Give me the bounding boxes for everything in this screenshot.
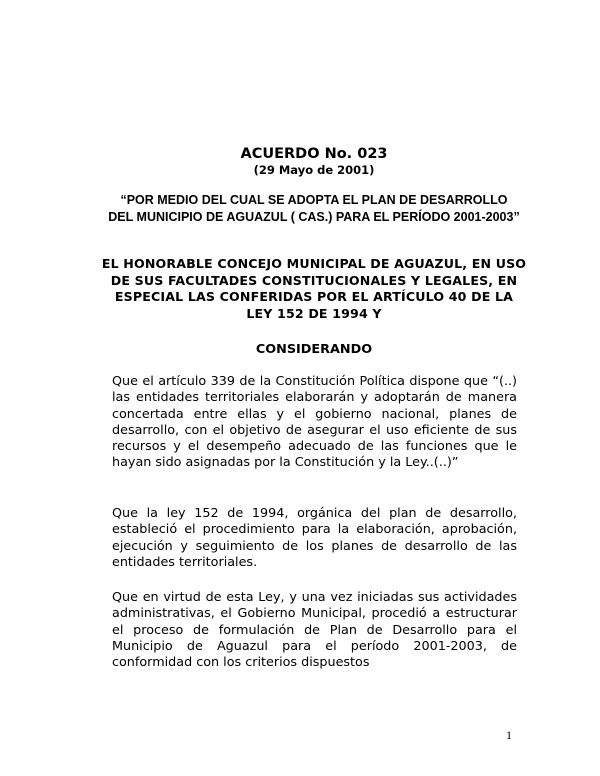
- body-paragraph-1: Que el artículo 339 de la Constitución Política dispone que “(..) las entidades territoriales elaborarán y adoptarán de manera concertada entre ellas y el gobierno nacional, planes de desarrollo, con el objetivo de asegurar el uso eficiente de sus recursos y el desempeño adecuado de las funciones que le hayan sido asignadas por la Constitución y la Ley..(..)”: [112, 374, 517, 471]
- document-subject: “POR MEDIO DEL CUAL SE ADOPTA EL PLAN DE DESARROLLO DEL MUNICIPIO DE AGUAZUL ( CAS.) PARA EL PERÍODO 2001-2003”: [108, 193, 520, 224]
- document-date: (29 Mayo de 2001): [253, 163, 375, 177]
- council-preamble: EL HONORABLE CONCEJO MUNICIPAL DE AGUAZUL, EN USO DE SUS FACULTADES CONSTITUCIONALES Y LEGALES, EN ESPECIAL LAS CONFERIDAS POR EL ARTÍCULO 40 DE LA LEY 152 DE 1994 Y: [101, 256, 527, 321]
- body-paragraph-3: Que en virtud de esta Ley, y una vez iniciadas sus actividades administrativas, el Gobierno Municipal, procedió a estructurar el proceso de formulación de Plan de Desarrollo para el Municipio de Aguazul para el período 2001-2003, de conformidad con los criterios dispuestos: [112, 590, 517, 671]
- body-paragraph-2: Que la ley 152 de 1994, orgánica del plan de desarrollo, estableció el procedimiento para la elaboración, aprobación, ejecución y seguimiento de los planes de desarrollo de las entidades territoriales.: [112, 506, 517, 570]
- considerando-heading: CONSIDERANDO: [255, 342, 373, 357]
- page-number: 1: [506, 728, 512, 742]
- document-title: ACUERDO No. 023: [240, 146, 388, 162]
